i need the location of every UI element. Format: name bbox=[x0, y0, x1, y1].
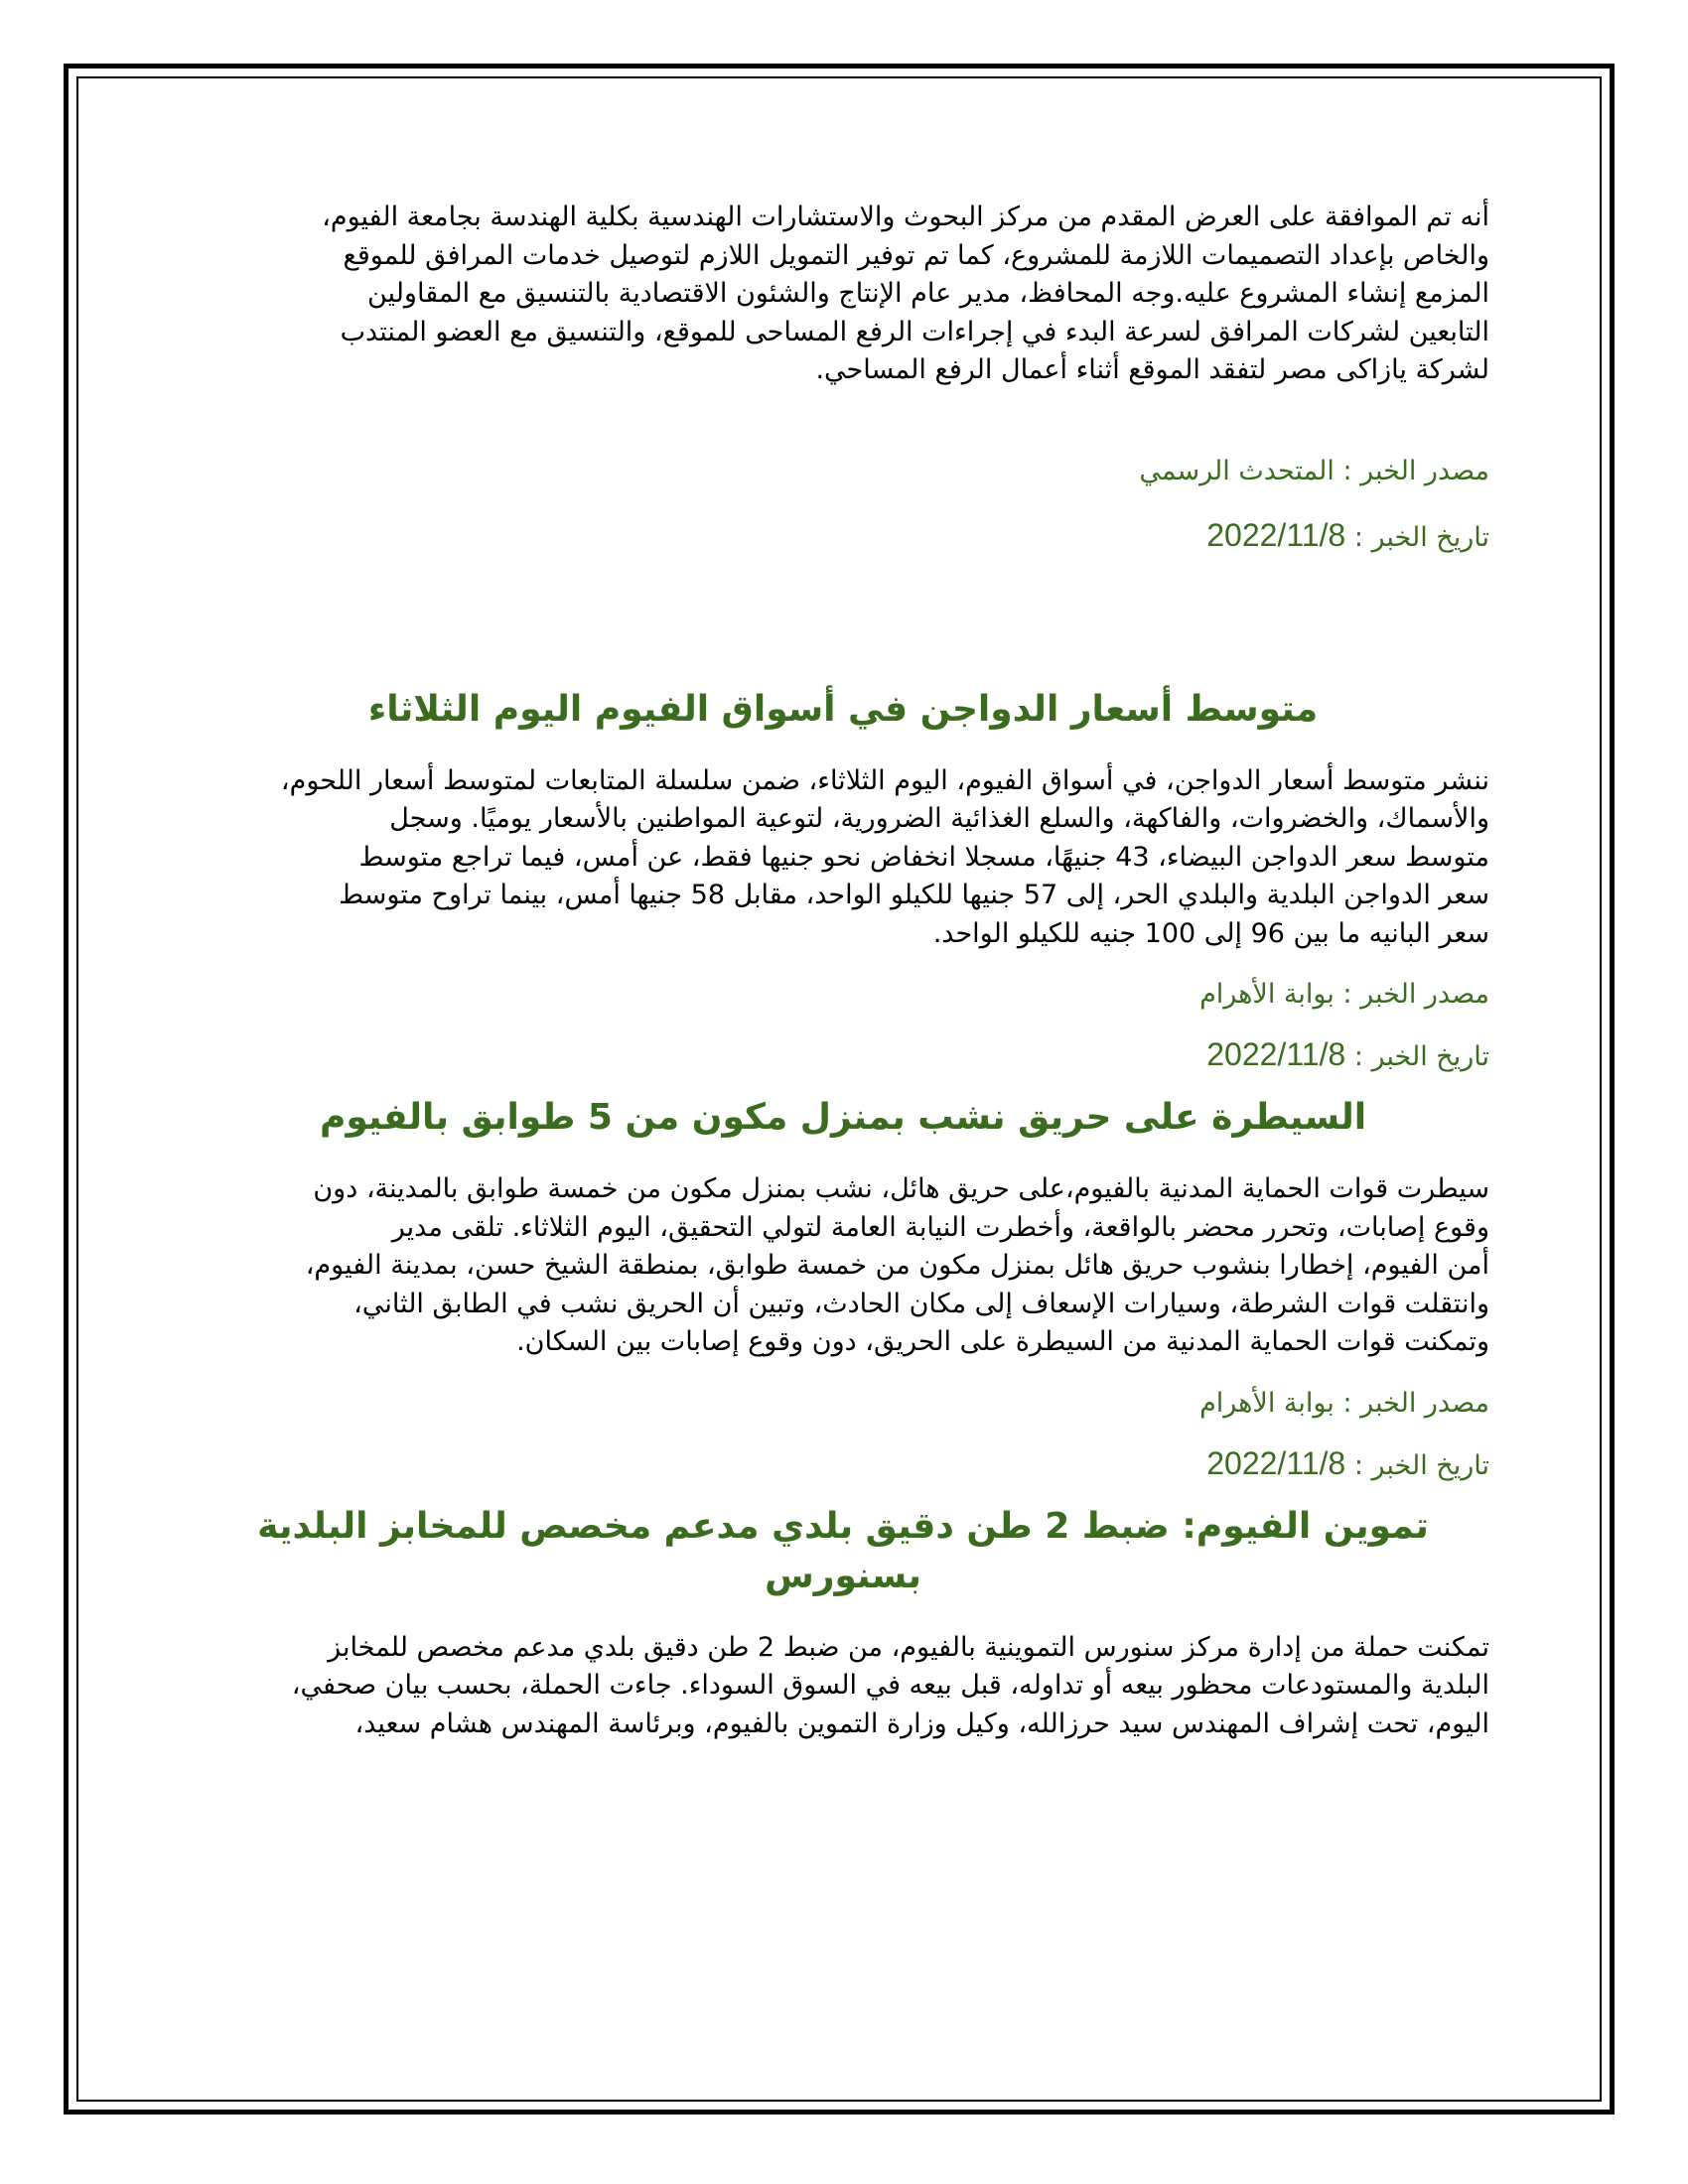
article-title: تموين الفيوم: ضبط 2 طن دقيق بلدي مدعم مخصص للمخابز البلدية بسنورس bbox=[257, 1505, 1429, 1596]
article-line: اليوم، تحت إشراف المهندس سيد حرزالله، وكيل وزارة التموين بالفيوم، وبرئاسة المهندس هشام سعيد، bbox=[354, 1707, 1489, 1739]
article-line: سعر البانيه ما بين 96 إلى 100 جنيه للكيلو الواحد. bbox=[932, 917, 1489, 949]
article-body bbox=[197, 1629, 1489, 1744]
article-source: مصدر الخبر : بوابة الأهرام bbox=[1199, 979, 1489, 1010]
intro-line: أنه تم الموافقة على العرض المقدم من مركز البحوث والاستشارات الهندسية بكلية الهندسة بجامعة الفيوم، bbox=[322, 202, 1489, 232]
article-title: السيطرة على حريق نشب بمنزل مكون من 5 طوابق بالفيوم bbox=[319, 1097, 1367, 1138]
article-title: متوسط أسعار الدواجن في أسواق الفيوم اليوم الثلاثاء bbox=[367, 688, 1319, 730]
article-line: البلدية والمستودعات محظور بيعه أو تداوله، قبل بيعه في السوق السوداء. جاءت الحملة، بحسب بيان صحفي، bbox=[291, 1670, 1489, 1701]
article-line: أمن الفيوم، إخطارا بنشوب حريق هائل بمنزل مكون من خمسة طوابق، بمنطقة الشيخ حسن، بمدينة الفيوم، bbox=[305, 1250, 1489, 1281]
document-content bbox=[197, 199, 1489, 1743]
intro-line: المزمع إنشاء المشروع عليه.وجه المحافظ، مدير عام الإنتاج والشئون الاقتصادية بالتنسيق مع المقاولين bbox=[367, 278, 1489, 309]
intro-date: 2022/11/8 bbox=[1206, 516, 1346, 553]
intro-paragraph bbox=[197, 199, 1489, 390]
article-source: مصدر الخبر : بوابة الأهرام bbox=[1199, 1387, 1489, 1419]
article-date-label: تاريخ الخبر : bbox=[1353, 1041, 1489, 1072]
article-date-line bbox=[197, 1034, 1489, 1077]
intro-line: التابعين لشركات المرافق لسرعة البدء في إجراءات الرفع المساحى للموقع، والتنسيق مع العضو المنتدب bbox=[340, 316, 1489, 347]
article-line: تمكنت حملة من إدارة مركز سنورس التموينية بالفيوم، من ضبط 2 طن دقيق بلدي مدعم مخصص للمخابز bbox=[328, 1631, 1489, 1663]
article-body bbox=[197, 1170, 1489, 1362]
intro-date-line bbox=[197, 515, 1489, 558]
article-body bbox=[197, 762, 1489, 954]
article-line: سيطرت قوات الحماية المدنية بالفيوم،على حريق هائل، نشب بمنزل مكون من خمسة طوابق بالمدينة، دون bbox=[313, 1173, 1489, 1204]
article-line: وقوع إصابات، وتحرر محضر بالواقعة، وأخطرت النيابة العامة لتولي التحقيق، اليوم الثلاثاء. تلقى مدير bbox=[391, 1211, 1489, 1243]
article-line: والأسماك، والخضروات، والفاكهة، والسلع الغذائية الضرورية، لتوعية المواطنين بالأسعار يوميًا. وسجل bbox=[389, 803, 1489, 834]
article-date: 2022/11/8 bbox=[1206, 1444, 1346, 1481]
intro-line: لشركة يازاكى مصر لتفقد الموقع أثناء أعمال الرفع المساحي. bbox=[815, 354, 1489, 385]
intro-line: والخاص بإعداد التصميمات اللازمة للمشروع، كما تم توفير التمويل اللازم لتوصيل خدمات المرافق للموقع bbox=[343, 239, 1489, 271]
article-line: سعر الدواجن البلدية والبلدي الحر، إلى 57 جنيها للكيلو الواحد، مقابل 58 جنيها أمس، بينما تراوح متوسط bbox=[339, 880, 1489, 910]
article-date-line bbox=[197, 1443, 1489, 1486]
article-line: وتمكنت قوات الحماية المدنية من السيطرة على الحريق، دون وقوع إصابات بين السكان. bbox=[516, 1326, 1489, 1357]
intro-date-label: تاريخ الخبر : bbox=[1353, 521, 1489, 553]
article-line: ننشر متوسط أسعار الدواجن، في أسواق الفيوم، اليوم الثلاثاء، ضمن سلسلة المتابعات لمتوسط أسعار اللحوم، bbox=[280, 764, 1489, 796]
article-line: متوسط سعر الدواجن البيضاء، 43 جنيهًا، مسجلا انخفاض نحو جنيها فقط، عن أمس، فيما تراجع متوسط bbox=[358, 841, 1489, 873]
article-date: 2022/11/8 bbox=[1206, 1036, 1346, 1072]
article-date-label: تاريخ الخبر : bbox=[1353, 1449, 1489, 1481]
article-line: وانتقلت قوات الشرطة، وسيارات الإسعاف إلى مكان الحادث، وتبين أن الحريق نشب في الطابق الثاني، bbox=[353, 1288, 1489, 1319]
intro-source: مصدر الخبر : المتحدث الرسمي bbox=[1139, 455, 1489, 486]
